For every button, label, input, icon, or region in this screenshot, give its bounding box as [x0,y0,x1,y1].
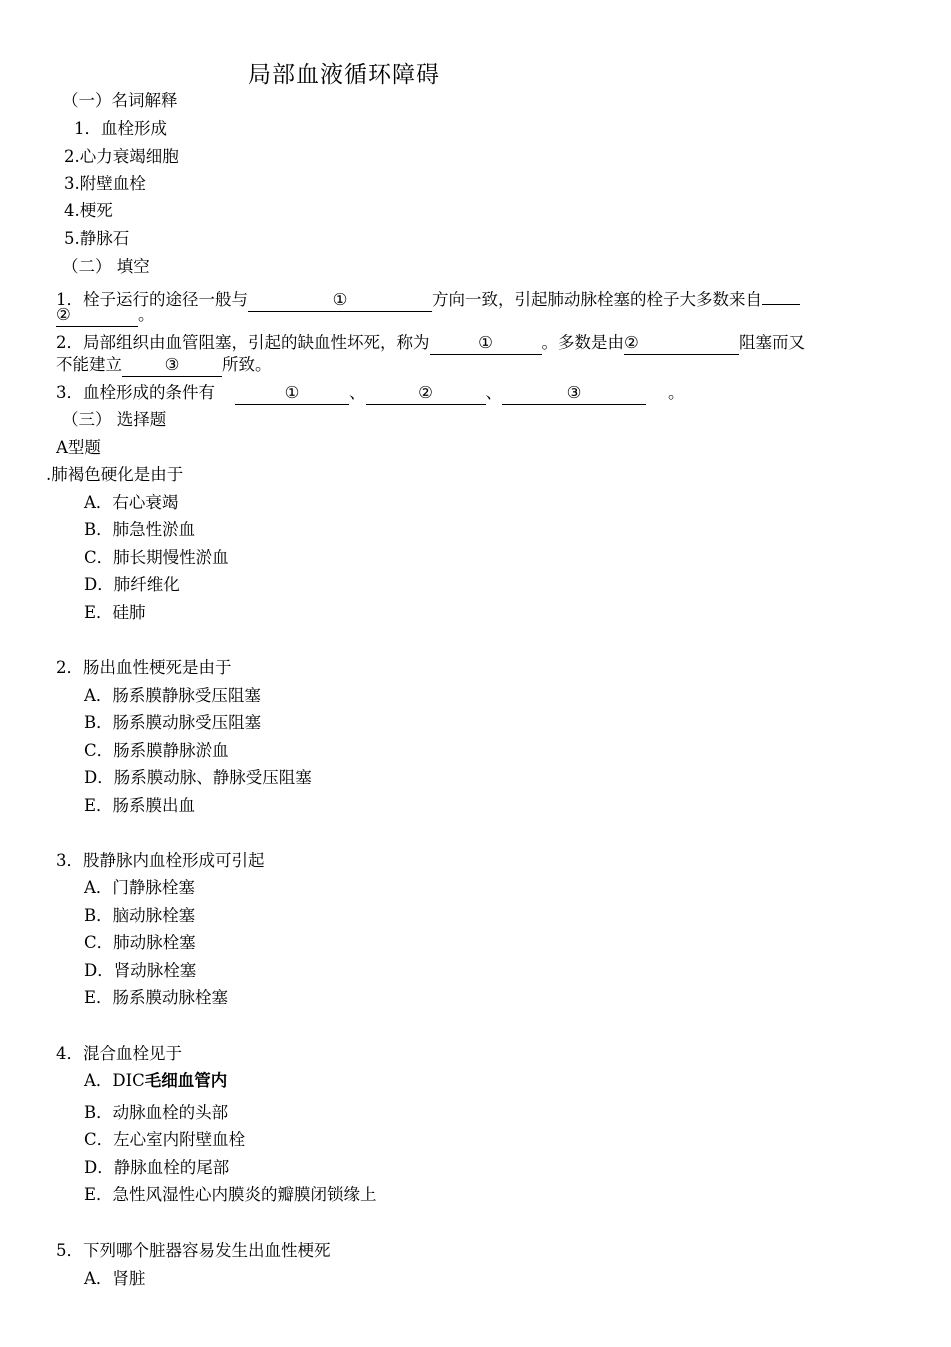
section-heading-choice: （三） 选择题 [62,410,167,429]
term-item: 3.附壁血栓 [64,174,146,193]
fill-text: 不能建立 [56,355,122,374]
fill-separator: 、 [485,383,502,402]
fill-question-1-cont [56,304,155,327]
fill-text: 1．栓子运行的途径一般与 [56,290,248,309]
option-item: B．脑动脉栓塞 [84,906,196,925]
question-stem: 3．股静脉内血栓形成可引起 [56,851,265,870]
fill-text: 。 [668,383,685,402]
fill-text: 3．血栓形成的条件有 [56,383,215,402]
fill-text: 2．局部组织由血管阻塞，引起的缺血性坏死，称为 [56,333,430,352]
fill-text: 所致。 [222,355,272,374]
option-item: B．动脉血栓的头部 [84,1103,229,1122]
option-item: C．左心室内附壁血栓 [84,1130,246,1149]
option-item: D．肺纤维化 [84,575,180,594]
question-stem: 4．混合血栓见于 [56,1044,182,1063]
fill-question-2 [56,332,805,355]
option-text-bold: 毛细血管内 [144,1071,228,1090]
section-heading-terms: （一）名词解释 [62,91,178,110]
fill-blank: ② [56,306,138,327]
option-item: D．静脉血栓的尾部 [84,1158,230,1177]
question-type-label: A型题 [56,438,101,457]
option-item: E．硅肺 [84,603,146,622]
option-item: A．肠系膜静脉受压阻塞 [84,686,261,705]
question-stem: .肺褐色硬化是由于 [46,465,184,484]
page-title: 局部血液循环障碍 [248,62,440,88]
option-item: B．肺急性淤血 [84,520,196,539]
fill-blank-underline [762,284,800,305]
term-item: 2.心力衰竭细胞 [64,147,179,166]
fill-separator: 、 [349,383,366,402]
fill-text: 。多数是由 [541,333,624,352]
fill-text: 方向一致，引起肺动脉栓塞的栓子大多数来自 [432,290,762,309]
option-item: E．肠系膜动脉栓塞 [84,988,229,1007]
fill-blank: ② [624,334,739,355]
option-text: A．DIC [84,1071,145,1090]
option-item: A．肾脏 [84,1269,146,1288]
term-item: 5.静脉石 [64,229,130,248]
fill-text: 。 [138,305,155,324]
option-item: A．右心衰竭 [84,493,179,512]
section-heading-fill: （二） 填空 [62,257,150,276]
option-item: E．急性风湿性心内膜炎的瓣膜闭锁缘上 [84,1185,377,1204]
option-item: D．肾动脉栓塞 [84,961,197,980]
question-stem: 5．下列哪个脏器容易发生出血性梗死 [56,1241,331,1260]
fill-question-3 [56,382,685,405]
fill-blank: ① [235,384,349,405]
fill-text: 阻塞而又 [739,333,805,352]
fill-question-2-cont [56,354,272,377]
fill-blank: ③ [502,384,646,405]
option-item: C．肠系膜静脉淤血 [84,741,229,760]
fill-blank: ① [248,291,432,312]
option-item: C．肺动脉栓塞 [84,933,196,952]
fill-question-1 [56,284,800,312]
option-item: E．肠系膜出血 [84,796,196,815]
term-item: 1．血栓形成 [74,119,167,138]
option-item: A．门静脉栓塞 [84,878,195,897]
fill-blank: ① [430,334,542,355]
option-item [84,1070,227,1092]
option-item: D．肠系膜动脉、静脉受压阻塞 [84,768,312,787]
question-stem: 2．肠出血性梗死是由于 [56,658,232,677]
term-item: 4.梗死 [64,201,113,220]
option-item: C．肺长期慢性淤血 [84,548,229,567]
fill-blank: ② [366,384,486,405]
fill-blank: ③ [122,356,222,377]
option-item: B．肠系膜动脉受压阻塞 [84,713,262,732]
